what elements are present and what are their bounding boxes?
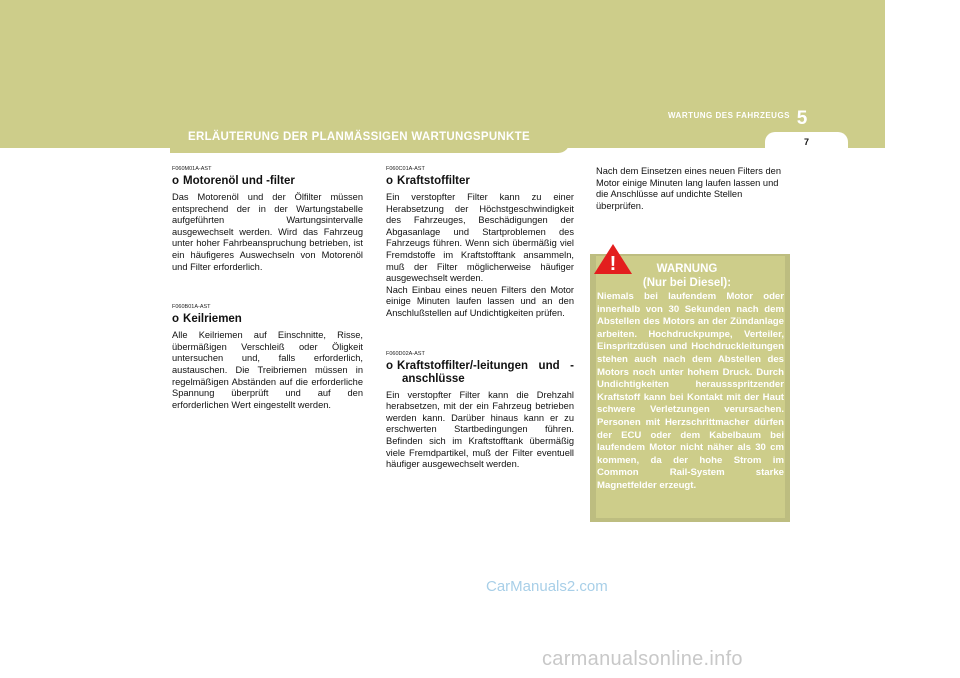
section-heading xyxy=(172,175,363,188)
bullet-marker: o xyxy=(172,313,180,326)
warning-title-line1: WARNUNG xyxy=(656,263,718,275)
warning-title-line2: (Nur bei Diesel): xyxy=(642,277,732,289)
column-2 xyxy=(386,166,574,471)
section-code: F060M01A-AST xyxy=(172,166,212,172)
heading-text: Keilriemen xyxy=(183,313,242,326)
section-heading xyxy=(386,175,574,188)
section-body: Ein verstopfter Filter kann die Drehzahl herabsetzen, mit der ein Fahrzeug betrieben werden kann. Darüber hinaus kann er zu erschwerten Startbedingungen führen. Befinden sich im Kraftstofftank übermäßig viele Fremdpartikel, muß der Filter eventuell häufiger ausgewechselt werden. xyxy=(386,389,574,470)
watermark-carmanuals2: CarManuals2.com xyxy=(486,578,608,595)
page-number: 7 xyxy=(803,137,809,147)
watermark-carmanualsonline: carmanualsonline.info xyxy=(542,648,743,670)
section-heading xyxy=(386,360,574,386)
warning-title xyxy=(612,262,762,290)
warning-symbol: ! xyxy=(609,253,617,275)
heading-text: Kraftstoffilter/-leitungen und -anschlüsse xyxy=(397,359,574,385)
bullet-marker: o xyxy=(172,175,180,187)
chapter-number: 5 xyxy=(796,108,808,129)
section-body: Ein verstopfter Filter kann zu einer Herabsetzung der Höchstgeschwindigkeit des Fahrzeuges, Beschädigungen der Abgasanlage und Startproblemen des Fahrzeugs führen. Wenn sich übermäßig viel Fremdstoffe im Kraftstofftank ansammeln, muß der Filter möglicherweise häufiger ausgewechselt werden. xyxy=(386,192,574,284)
section-body: Alle Keilriemen auf Einschnitte, Risse, übermäßigen Verschleiß oder Öligkeit untersuchen und, falls erforderlich, austauschen. Die Treibriemen müssen in regelmäßigen Abständen auf die erforderliche Spannung überprüft und auf den erforderlichen Wert eingestellt werden. xyxy=(172,330,363,410)
column-1 xyxy=(172,166,363,411)
section-body: Nach Einbau eines neuen Filters den Motor einige Minuten laufen lassen und an den Anschlußstellen auf Undichtigkeiten prüfen. xyxy=(386,284,574,318)
section-code: F060D02A-AST xyxy=(386,350,425,357)
section-code: F060C01A-AST xyxy=(386,166,425,172)
heading-text: Motorenöl und -filter xyxy=(183,175,295,187)
column-3 xyxy=(596,166,786,212)
bullet-marker: o xyxy=(386,175,394,187)
bullet-marker: o xyxy=(386,359,394,372)
section-body: Das Motorenöl und der Ölfilter müssen entsprechend der in der Wartungstabelle aufgeführten Wartungsintervalle ausgewechselt werden. Wird das Fahrzeug unter hoher Fahrbeanspruchung betrieben, ist ein häufigeres Auswechseln von Motorenöl und Filter erforderlich. xyxy=(172,192,363,272)
header-band xyxy=(0,0,885,148)
section-code: F060B01A-AST xyxy=(172,304,211,311)
chapter-title: WARTUNG DES FAHRZEUGS xyxy=(667,111,790,120)
warning-text: Niemals bei laufendem Motor oder innerhalb von 30 Sekunden nach dem Abstellen des Motors an der Zündanlage arbeiten. Hochdruckpumpe, Verteiler, Einspritzdüsen und Hochdruckleitungen stehen auch nach dem Abstellen des Motors noch unter hohem Druck. Durch Undichtigkeiten heraussspritzender Kraftstoff kann bei Kontakt mit der Haut schwere Verletzungen verursachen. Personen mit Herzschrittmacher dürfen der ECU oder dem Kabelbaum bei laufendem Motor nicht näher als 30 cm kommen, da der hohe Strom im Common Rail-System starke Magnetfelder erzeugt. xyxy=(597,291,784,491)
intro-text: Nach dem Einsetzen eines neuen Filters den Motor einige Minuten lang laufen lassen und die Anschlüsse auf undichte Stellen überprüfen. xyxy=(596,166,782,211)
heading-text: Kraftstoffilter xyxy=(397,175,470,187)
section-title: ERLÄUTERUNG DER PLANMÄSSIGEN WARTUNGSPUNKTE xyxy=(188,131,530,143)
section-heading xyxy=(172,313,363,326)
